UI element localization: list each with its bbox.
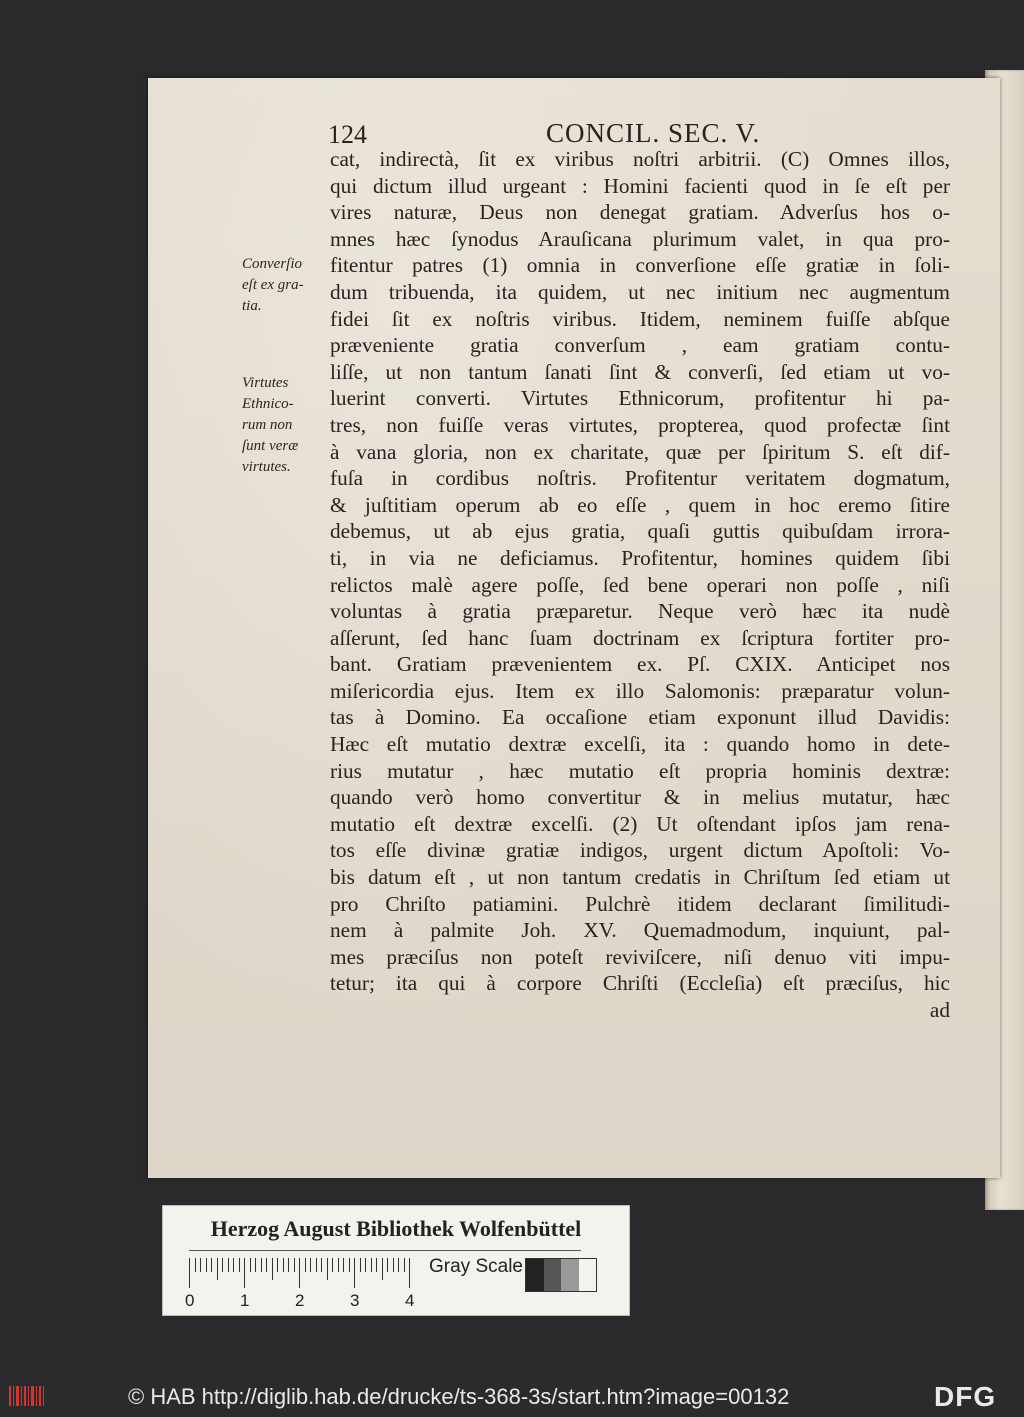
text-line: liſſe, ut non tantum ſanati ſint & converſi, ſed etiam ut vo- <box>330 359 950 384</box>
margin-note-line: Ethnico- <box>242 396 294 412</box>
footer-bar <box>0 1375 1024 1417</box>
text-line: qui dictum illud urgeant : Homini facienti quod in ſe eſt per <box>330 173 950 198</box>
text-line: à vana gloria, non ex charitate, quæ per ſpiritum S. eſt dif- <box>330 439 950 464</box>
running-title: CONCIL. SEC. V. <box>546 118 761 148</box>
ruler-label-2: 2 <box>295 1291 305 1310</box>
ruler-tick <box>211 1258 212 1272</box>
margin-note-line: rum non <box>242 417 293 433</box>
body-text <box>330 146 950 1024</box>
text-line: luerint converti. Virtutes Ethnicorum, profitentur hi pa- <box>330 386 950 411</box>
margin-note-line: eſt ex gra- <box>242 277 304 293</box>
library-name: Herzog August Bibliothek Wolfenbüttel <box>210 1216 582 1241</box>
margin-note-virtues <box>242 373 322 478</box>
ruler-tick <box>382 1258 383 1280</box>
gray-swatch <box>579 1259 597 1291</box>
text-line: debemus, ut ab ejus gratia, quaſi guttis quibuſdam irrora- <box>330 519 950 544</box>
margin-note-conversion <box>242 254 322 317</box>
ruler-divider <box>189 1250 581 1251</box>
ruler-tick <box>371 1258 372 1272</box>
text-line: tos eſſe divinæ gratiæ indigos, urgent dictum Apoſtoli: Vo- <box>330 838 950 863</box>
ruler-tick <box>261 1258 262 1272</box>
margin-note-line: Converſio <box>242 256 302 272</box>
ruler-tick <box>398 1258 399 1272</box>
text-line: nem à palmite Joh. XV. Quemadmodum, inquiunt, pal- <box>330 918 950 943</box>
ruler-label-0: 0 <box>185 1291 195 1310</box>
ruler-tick <box>343 1258 344 1272</box>
dfg-logo: DFG <box>934 1381 997 1412</box>
text-line: fidei ſit ex noſtris viribus. Itidem, neminem fuiſſe abſque <box>330 306 950 331</box>
color-ruler-card <box>162 1205 630 1316</box>
ruler-tick <box>360 1258 361 1272</box>
ruler-tick <box>365 1258 366 1272</box>
text-line: fitentur patres (1) omnia in converſione eſſe gratiæ in ſoli- <box>330 253 950 278</box>
ruler-tick <box>195 1258 196 1272</box>
ruler-tick <box>206 1258 207 1272</box>
ruler-tick <box>233 1258 234 1272</box>
text-line: dum tribuenda, ita quidem, ut nec initium nec augmentum <box>330 279 950 304</box>
ruler-tick <box>409 1258 410 1288</box>
ruler-tick <box>393 1258 394 1272</box>
margin-notes <box>242 254 322 478</box>
ruler-tick <box>354 1258 355 1288</box>
text-line: mes præciſus non poteſt reviviſcere, niſi denuo viti impu- <box>330 944 950 969</box>
ruler-tick <box>277 1258 278 1272</box>
ruler-label-1: 1 <box>240 1291 250 1310</box>
text-line: Hæc eſt mutatio dextræ excelſi, ita : quando homo in dete- <box>330 732 950 757</box>
ruler-tick <box>305 1258 306 1272</box>
text-line: aſſerunt, ſed hanc ſuam doctrinam ex ſcriptura fortiter pro- <box>330 625 950 650</box>
ruler-tick <box>288 1258 289 1272</box>
ruler-tick <box>338 1258 339 1272</box>
text-line: præveniente gratia converſum , eam gratiam contu- <box>330 333 950 358</box>
ruler-tick <box>310 1258 311 1272</box>
ruler-tick <box>376 1258 377 1272</box>
margin-note-line: ſunt veræ <box>242 438 299 454</box>
ruler-tick <box>272 1258 273 1280</box>
ruler-tick <box>299 1258 300 1288</box>
ruler-tick <box>244 1258 245 1288</box>
ruler-tick <box>217 1258 218 1280</box>
gray-scale-swatches <box>525 1258 597 1292</box>
gray-swatch <box>544 1259 562 1291</box>
ruler-tick <box>250 1258 251 1272</box>
ruler-tick <box>283 1258 284 1272</box>
text-line: mutatio eſt dextræ excelſi. (2) Ut oſtendant ipſos jam rena- <box>330 811 950 836</box>
text-line: tetur; ita qui à corpore Chriſti (Eccleſia) eſt præciſus, hic <box>330 971 950 996</box>
text-line: & juſtitiam operum ab eo eſſe , quem in hoc eremo ſitire <box>330 492 950 517</box>
hab-barcode-logo-icon <box>8 1383 48 1409</box>
text-line: pro Chriſto patiamini. Pulchrè itidem declarant ſimilitudi- <box>330 891 950 916</box>
ruler-label-4: 4 <box>405 1291 415 1310</box>
ruler-tick <box>349 1258 350 1272</box>
ruler-tick <box>327 1258 328 1280</box>
text-line: vires naturæ, Deus non denegat gratiam. Adverſus hos o- <box>330 200 950 225</box>
margin-note-line: virtutes. <box>242 459 291 475</box>
ruler-tick <box>332 1258 333 1272</box>
text-line: miſericordia ejus. Item ex illo Salomonis: præparatur volun- <box>330 678 950 703</box>
ruler-ticks <box>189 1258 449 1288</box>
gray-swatch <box>561 1259 579 1291</box>
copyright-url[interactable]: © HAB http://diglib.hab.de/drucke/ts-368-3s/start.htm?image=00132 <box>128 1384 790 1409</box>
ruler-tick <box>222 1258 223 1272</box>
text-line: mnes hæc ſynodus Arauſicana plurimum valet, in qua pro- <box>330 226 950 251</box>
ruler-tick <box>228 1258 229 1272</box>
margin-note-line: tia. <box>242 298 262 314</box>
gray-scale-label: Gray Scale <box>429 1256 523 1277</box>
text-line: bant. Gratiam prævenientem ex. Pſ. CXIX. Anticipet nos <box>330 652 950 677</box>
margin-note-line: Virtutes <box>242 375 289 391</box>
ruler-tick <box>404 1258 405 1272</box>
gray-swatch <box>526 1259 544 1291</box>
text-line: tas à Domino. Ea occaſione etiam exponunt illud Davidis: <box>330 705 950 730</box>
ruler-label-3: 3 <box>350 1291 360 1310</box>
ruler-tick <box>294 1258 295 1272</box>
ruler-tick <box>266 1258 267 1272</box>
text-line: tres, non fuiſſe veras virtutes, propterea, quod profectæ ſint <box>330 412 950 437</box>
ruler-tick <box>255 1258 256 1272</box>
ruler-tick <box>387 1258 388 1272</box>
book-page <box>148 78 1000 1178</box>
text-line: ti, in via ne deficiamus. Profitentur, homines quidem ſibi <box>330 545 950 570</box>
text-line: relictos malè agere poſſe, ſed bene operari non poſſe , niſi <box>330 572 950 597</box>
ruler-tick <box>239 1258 240 1272</box>
page-number: 124 <box>328 120 367 149</box>
ruler-tick <box>321 1258 322 1272</box>
text-line: rius mutatur , hæc mutatio eſt propria hominis dextræ: <box>330 758 950 783</box>
text-line: fuſa in cordibus noſtris. Profitentur veritatem dogmatum, <box>330 466 950 491</box>
text-line: cat, indirectà, ſit ex viribus noſtri arbitrii. (C) Omnes illos, <box>330 147 950 171</box>
ruler-tick <box>189 1258 190 1288</box>
text-line: voluntas à gratia præparetur. Neque verò hæc ita nudè <box>330 599 950 624</box>
catchword: ad <box>929 998 950 1022</box>
text-line: quando verò homo convertitur & in melius mutatur, hæc <box>330 785 950 810</box>
text-line: bis datum eſt , ut non tantum credatis in Chriſtum ſed etiam ut <box>330 865 950 890</box>
ruler-tick <box>316 1258 317 1272</box>
ruler-tick <box>200 1258 201 1272</box>
